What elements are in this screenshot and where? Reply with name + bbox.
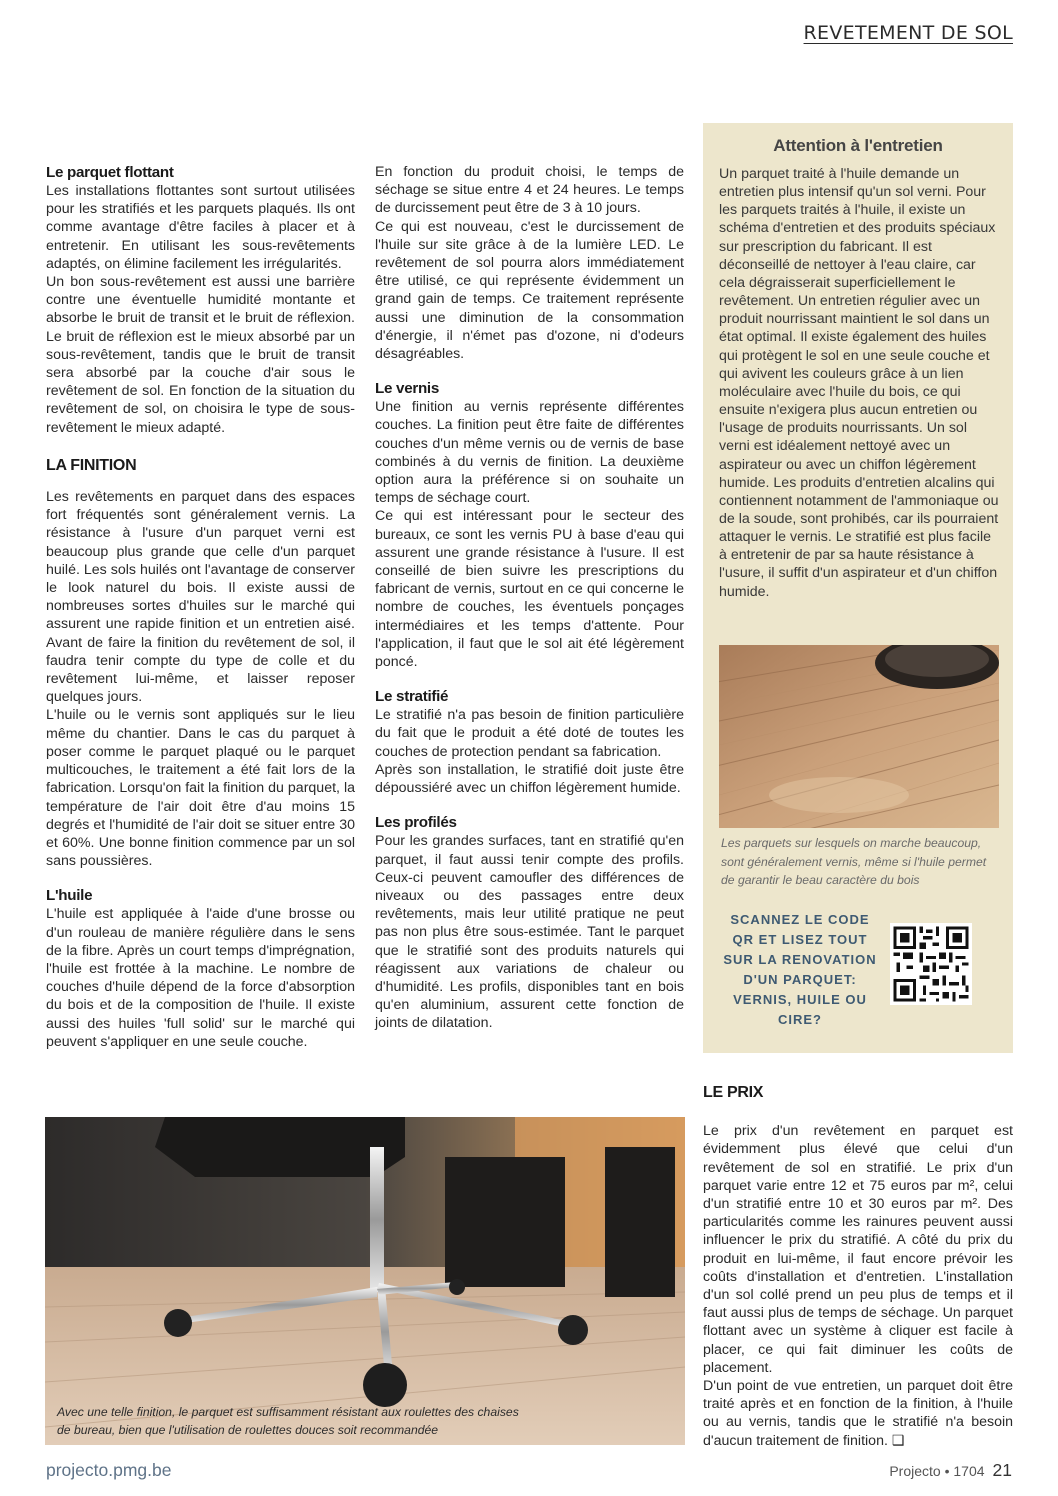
qr-code[interactable] [890, 923, 972, 1005]
heading-parquet-flottant: Le parquet flottant [46, 164, 174, 181]
sidebar-text: Un parquet traité à l'huile demande un entretien plus intensif qu'un sol verni. Pour les parquets traités à l'huile, il existe un schéma d'entretien et des produits spéciaux sur prescription du fabricant. Il est déconseillé de nettoyer à l'eau claire, car cela dégraisserait superficiellement le revêtement. Un entretien régulier avec un produit nourrissant maintient le sol dans un état optimal. Il existe également des huiles qui protègent le sol en une seule couche et qui avivent les couleurs grâce à un lien moléculaire avec l'huile du bois, ce qui ensuite n'exigera plus aucun entretien ou l'usage de produits nourrissants. Un sol verni est idéalement nettoyé avec un aspirateur ou avec un chiffon légèrement humide. Les produits d'entretien alcalins qui contiennent notamment de l'ammoniaque ou de la soude, sont prohibés, car ils pourraient attaquer le vernis. Le stratifié est plus facile à entretenir de par sa haute résistance à l'usure, il suffit d'un aspirateur et d'un chiffon humide. [719, 166, 999, 600]
column-2 [375, 163, 684, 1033]
page-footer [889, 1460, 1012, 1481]
main-photo-caption: Avec une telle finition, le parquet est suffisamment résistant aux roulettes des chaises de bureau, bien que l'utilisation de roulettes douces soit recommandée [57, 1405, 519, 1437]
paragraph: Les installations flottantes sont surtout utilisées pour les stratifiés et les parquets plaqués. Ils ont comme avantage d'être faciles à placer et à entretenir. En utilisant les sous-revêtements adaptés, on élimine facilement les irrégularités. [46, 183, 355, 272]
heading-vernis: Le vernis [375, 380, 439, 398]
paragraph: D'un point de vue entretien, un parquet doit être traité après et en fonction de la finition, à l'huile ou au vernis, tandis que le stratifié n'a besoin d'aucun traitement de finition. ❑ [703, 1378, 1013, 1449]
heading-la-finition: LA FINITION [46, 456, 137, 474]
sidebar-title: Attention à l'entretien [773, 136, 943, 155]
paragraph: Pour les grandes surfaces, tant en stratifié qu'en parquet, il faut aussi tenir compte des profils. Ceux-ci peuvent camoufler des différences de niveaux ou des passages entre deux revêtements, mais leur utilité pratique ne peut pas non plus être sous-estimée. Tant le parquet que le stratifié sont des produits naturels qui réagissent aux variations de chaleur ou d'humidité. Les profils, disponibles tant en bois qu'en aluminium, assurent cette fonction de joints de dilatation. [375, 833, 684, 1032]
website-link[interactable]: projecto.pmg.be [46, 1460, 172, 1480]
heading-profils: Les profilés [375, 814, 457, 832]
heading-le-prix: LE PRIX [703, 1084, 764, 1101]
page-number: 21 [992, 1460, 1012, 1480]
paragraph: Les revêtements en parquet dans des espaces fort fréquentés sont généralement vernis. La résistance à l'usure d'un parquet verni est beaucoup plus grande que celle d'un parquet huilé. Les sols huilés ont l'avantage de conserver le look naturel du bois. Il existe aussi de nombreuses sortes d'huiles sur le marché qui assurent une rapide finition et un entretien aisé. Avant de faire la finition du revêtement de sol, il faudra tenir compte du type de colle et du revêtement lui-même, et laisser reposer quelques jours. [46, 489, 355, 706]
paragraph: Le stratifié n'a pas besoin de finition particulière du fait que le produit a été doté de toutes les couches de protection pendant sa fabrication. [375, 707, 684, 760]
paragraph: Le prix d'un revêtement en parquet est évidemment plus élevé que celui d'un revêtement de sol en stratifié. Le prix d'un parquet varie entre 12 et 75 euros par m², celui d'un stratifié entre 10 et 30 euros par m². Des particularités comme les rainures peuvent aussi influencer le prix du stratifié. A côté du prix du produit en lui-même, il faut encore prévoir les coûts d'installation et d'entretien. L'installation d'un sol collé prend un peu plus de temps et il faut aussi plus de temps de séchage. Un parquet flottant avec un système à cliquer est facile à placer, ce qui fait diminuer les coûts de placement. [703, 1123, 1013, 1376]
paragraph: En fonction du produit choisi, le temps de séchage se situe entre 4 et 24 heures. Le temps de durcissement peut être de 3 à 10 jours. [375, 164, 684, 217]
sidebar-box [703, 123, 1013, 1053]
heading-stratifie: Le stratifié [375, 688, 449, 706]
paragraph: Une finition au vernis représente différentes couches. La finition peut être faite de différentes couches d'un même vernis ou de vernis de base combinés à du vernis de finition. La deuxième option aura la préférence si on souhaite un temps de séchage court. [375, 399, 684, 507]
section-title: REVETEMENT DE SOL [803, 22, 1013, 44]
photo-caption: Les parquets sur lesquels on marche beaucoup, sont généralement vernis, même si l'huile permet de garantir le beau caractère du bois [721, 836, 987, 887]
parquet-photo [719, 645, 999, 828]
paragraph: Après son installation, le stratifié doit juste être dépoussiéré avec un chiffon légèrement humide. [375, 761, 684, 797]
issue-label: Projecto • 1704 [889, 1463, 985, 1479]
qr-call-to-action: SCANNEZ LE CODE QR ET LISEZ TOUT SUR LA RENOVATION D'UN PARQUET: VERNIS, HUILE OU CIRE? [723, 912, 877, 1027]
heading-huile: L'huile [46, 887, 93, 905]
paragraph: Ce qui est nouveau, c'est le durcissement de l'huile sur site grâce à de la lumière LED. Le revêtement de sol pourra alors immédiatement être utilisé, ce qui représente évidemment un grand gain de temps. Ce traitement représente aussi une diminution de la consommation d'énergie, il n'émet pas d'ozone, ni d'odeurs désagréables. [375, 218, 684, 363]
paragraph: L'huile est appliquée à l'aide d'une brosse ou d'un rouleau de manière régulière dans le sens de la fibre. Après un court temps d'imprégnation, l'huile est frottée à la machine. Le nombre de couches d'huile dépend de la force d'absorption du bois et de la composition de l'huile. Il existe aussi des huiles 'full solid' sur le marché qui peuvent s'appliquer en une seule couche. [46, 906, 355, 1050]
paragraph: L'huile ou le vernis sont appliqués sur le lieu même du chantier. Dans le cas du parquet à poser comme le parquet plaqué ou le parquet multicouches, le traitement a été fait lors de la fabrication. Lorsqu'on fait la finition du parquet, la température de l'air doit être d'au moins 15 degrés et l'humidité de l'air doit se situer entre 30 et 60%. Une bonne finition commence par un sol sans poussières. [46, 707, 355, 870]
column-1 [46, 163, 355, 1051]
paragraph: Ce qui est intéressant pour le secteur des bureaux, ce sont les vernis PU à base d'eau qui assurent une grande résistance à l'usure. Il est conseillé de bien suivre les prescriptions du fabricant de vernis, surtout en ce qui concerne le nombre de couches, les éventuels ponçages intermédiaires et les temps d'attente. Pour l'application, il faut que le sol ait été légèrement poncé. [375, 508, 684, 671]
office-chair-photo [45, 1117, 685, 1445]
column-3 [703, 1084, 1013, 1450]
paragraph: Un bon sous-revêtement est aussi une barrière contre une éventuelle humidité montante et absorbe le bruit de transit et le bruit de réflexion. Le bruit de réflexion est le mieux absorbé par un sous-revêtement, tandis que le bruit de transit sera absorbé par la couche d'air sous le revêtement de sol. En fonction de la situation du revêtement de sol, on choisira le type de sous-revêtement le mieux adapté. [46, 274, 355, 436]
